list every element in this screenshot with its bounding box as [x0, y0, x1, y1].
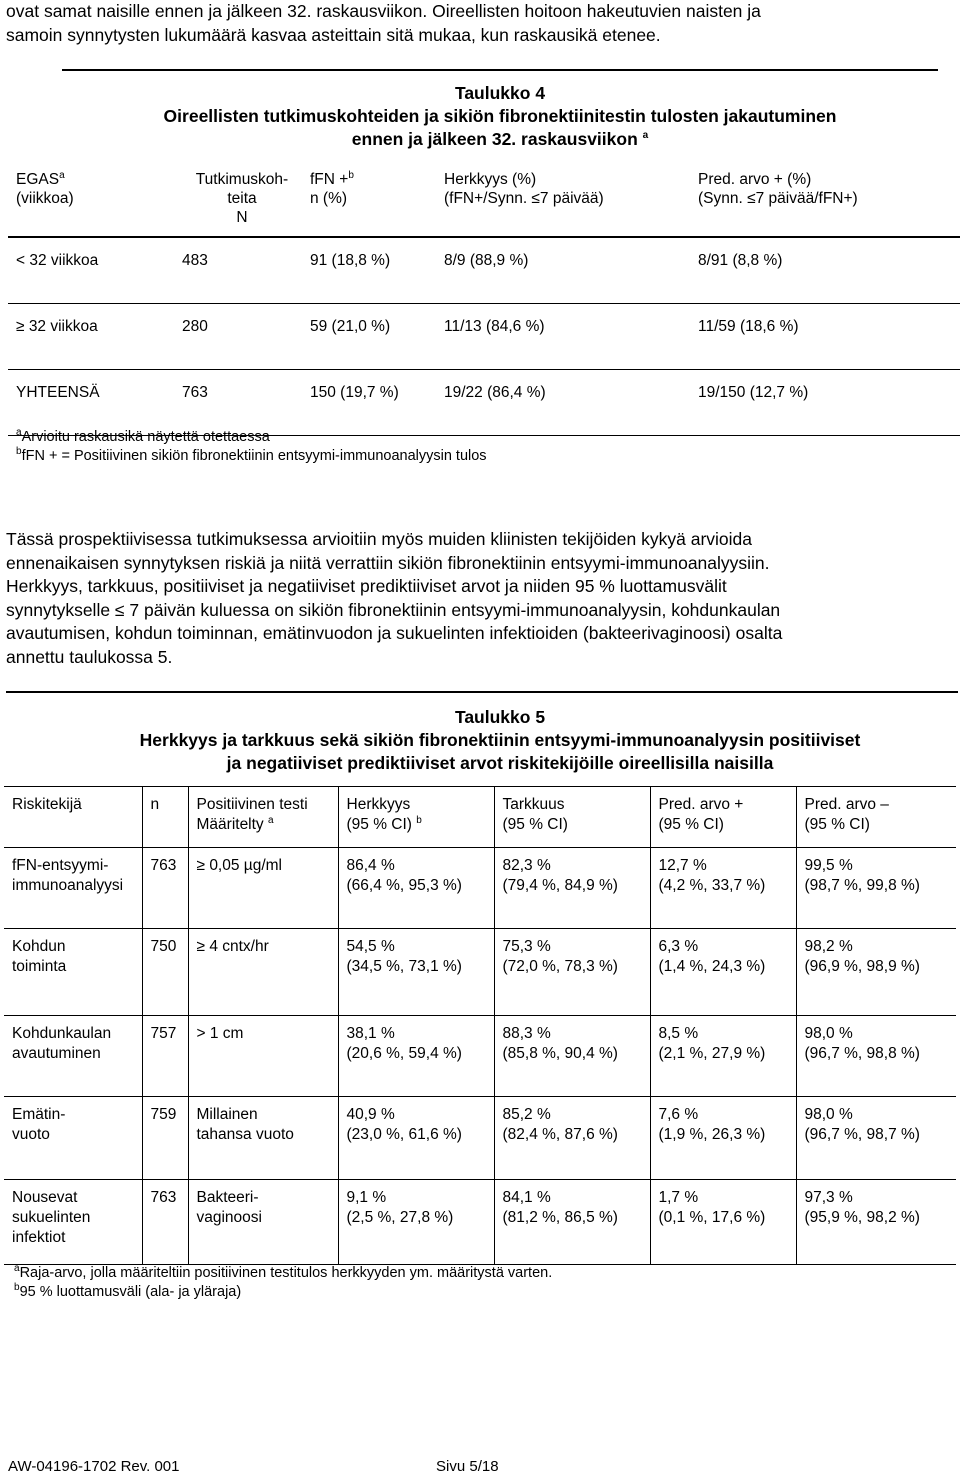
cell-ppv: [650, 1180, 796, 1265]
cell-text: 1,7 %: [658, 1189, 699, 1206]
cell-text: (0,1 %, 17,6 %): [658, 1209, 766, 1226]
footer-doc-id: AW-04196-1702 Rev. 001: [8, 1458, 180, 1475]
header-ppv: [650, 787, 796, 848]
table4-header-row: [8, 164, 960, 237]
intro-line: ovat samat naisille ennen ja jälkeen 32. raskausviikon. Oireellisten hoitoon hakeutuvien naisten ja: [6, 1, 761, 21]
footnote-text: 95 % luottamusväli (ala- ja yläraja): [19, 1284, 242, 1300]
cell-text: (4,2 %, 33,7 %): [658, 877, 766, 894]
table-row: [8, 304, 960, 370]
cell-text: (34,5 %, 73,1 %): [346, 958, 462, 975]
cell-text: (2,5 %, 27,8 %): [346, 1209, 454, 1226]
cell-text: Nousevat: [12, 1189, 78, 1206]
cell-text: 84,1 %: [502, 1189, 551, 1206]
table-row: [4, 1097, 956, 1180]
table5-notes: [14, 1264, 552, 1302]
cell-text: (72,0 %, 78,3 %): [502, 958, 618, 975]
cell-text: 7,6 %: [658, 1106, 699, 1123]
paragraph-line: Herkkyys, tarkkuus, positiiviset ja negatiiviset prediktiiviset arvot ja niiden 95 % luottamusvälit: [6, 576, 727, 596]
header-specificity: [494, 787, 650, 848]
cell-ppv: [650, 1016, 796, 1097]
header-text: Tutkimuskoh-: [195, 171, 289, 188]
cell-npv: [796, 1180, 956, 1265]
cell-specificity: [494, 1180, 650, 1265]
cell-n: 750: [142, 929, 188, 1016]
cell-positive-test: [188, 1097, 338, 1180]
cell-text: (66,4 %, 95,3 %): [346, 877, 462, 894]
cell-text: fFN-entsyymi-: [12, 857, 109, 874]
header-text: N: [236, 209, 248, 226]
cell-ppv: 8/91 (8,8 %): [690, 237, 960, 304]
cell-sensitivity: 11/13 (84,6 %): [436, 304, 690, 370]
header-text: Riskitekijä: [12, 796, 82, 813]
cell-text: (23,0 %, 61,6 %): [346, 1126, 462, 1143]
intro-line: samoin synnytysten lukumäärä kasvaa asteittain sitä mukaa, kun raskausikä etenee.: [6, 24, 661, 45]
cell-specificity: [494, 929, 650, 1016]
footnote-a: [14, 1264, 552, 1283]
cell-text: 12,7 %: [658, 857, 707, 874]
cell-n: 763: [142, 848, 188, 929]
cell-egas: ≥ 32 viikkoa: [8, 304, 174, 370]
cell-text: 82,3 %: [502, 857, 551, 874]
cell-text: immunoanalyysi: [12, 877, 124, 894]
cell-npv: [796, 1016, 956, 1097]
cell-text: 99,5 %: [804, 857, 853, 874]
header-text: Tarkkuus: [502, 796, 565, 813]
paragraph-line: synnytykselle ≤ 7 päivän kuluessa on sikiön fibronektiinin entsyymi-immunoanalyysin, kohdunkaulan: [6, 599, 781, 620]
footnote-marker: b: [416, 814, 422, 826]
header-text: Pred. arvo + (%): [698, 171, 812, 188]
header-text: (95 % CI): [346, 816, 412, 833]
header-text: Herkkyys (%): [444, 171, 537, 188]
cell-text: vuoto: [12, 1126, 50, 1143]
cell-text: 9,1 %: [346, 1189, 387, 1206]
header-ppv: [690, 164, 960, 237]
cell-text: Millainen: [196, 1106, 258, 1123]
table-row: [8, 237, 960, 304]
cell-text: vaginoosi: [196, 1209, 262, 1226]
table4-title: Taulukko 4: [454, 83, 546, 103]
paragraph-line: Tässä prospektiivisessa tutkimuksessa arvioitiin myös muiden kliinisten tekijöiden kykyä arvioida: [6, 529, 752, 549]
cell-ffn: 91 (18,8 %): [302, 237, 436, 304]
cell-text: 97,3 %: [804, 1189, 853, 1206]
header-egas: [8, 164, 174, 237]
cell-egas: YHTEENSÄ: [8, 370, 174, 436]
cell-text: 40,9 %: [346, 1106, 395, 1123]
cell-egas: < 32 viikkoa: [8, 237, 174, 304]
cell-text: infektiot: [12, 1229, 66, 1246]
cell-n: 483: [174, 237, 302, 304]
cell-specificity: [494, 1016, 650, 1097]
cell-text: 85,2 %: [502, 1106, 551, 1123]
cell-positive-test: [188, 848, 338, 929]
cell-text: toiminta: [12, 958, 67, 975]
cell-text: Kohdun: [12, 938, 66, 955]
cell-positive-test: [188, 1016, 338, 1097]
footnote-marker: b: [16, 446, 22, 458]
paragraph-line: ennenaikaisen synnytyksen riskiä ja niitä verrattiin sikiön fibronektiinin entsyymi-immunoanalyysiin.: [6, 552, 770, 573]
cell-text: (81,2 %, 86,5 %): [502, 1209, 618, 1226]
footnote-text: fFN + = Positiivinen sikiön fibronektiinin entsyymi-immunoanalyysin tulos: [21, 448, 487, 464]
header-text: Positiivinen testi: [196, 796, 308, 813]
table4-subtitle-text: ennen ja jälkeen 32. raskausviikon: [351, 129, 638, 149]
paragraph-line: avautumisen, kohdun toiminnan, emätinvuodon ja sukuelinten infektioiden (bakteerivaginoosi) osalta: [6, 623, 783, 643]
header-sensitivity: [436, 164, 690, 237]
cell-text: 98,2 %: [804, 938, 853, 955]
cell-n: 759: [142, 1097, 188, 1180]
cell-text: (85,8 %, 90,4 %): [502, 1045, 618, 1062]
footer-page-number: Sivu 5/18: [436, 1458, 499, 1475]
footnote-marker: a: [16, 427, 22, 439]
cell-text: 75,3 %: [502, 938, 551, 955]
footnote-a: [16, 428, 487, 447]
footnote-marker: b: [348, 169, 354, 181]
header-text: Määritelty: [196, 816, 264, 833]
table5-header-row: [4, 787, 956, 848]
header-text: EGAS: [16, 171, 60, 188]
header-text: n (%): [310, 190, 348, 207]
cell-factor: [4, 1016, 142, 1097]
cell-sensitivity: [338, 848, 494, 929]
table-row: [4, 929, 956, 1016]
cell-npv: [796, 848, 956, 929]
cell-text: (79,4 %, 84,9 %): [502, 877, 618, 894]
cell-text: Kohdunkaulan: [12, 1025, 112, 1042]
table4-caption: [60, 82, 940, 151]
footnote-marker: a: [59, 169, 65, 181]
cell-text: (20,6 %, 59,4 %): [346, 1045, 462, 1062]
cell-text: 98,0 %: [804, 1025, 853, 1042]
cell-ffn: 150 (19,7 %): [302, 370, 436, 436]
cell-text: 38,1 %: [346, 1025, 395, 1042]
footnote-text: Raja-arvo, jolla määriteltiin positiivinen testitulos herkkyyden ym. määritystä varten.: [19, 1265, 553, 1281]
header-ffn: [302, 164, 436, 237]
table5-caption: [60, 706, 940, 775]
header-text: (95 % CI): [658, 816, 724, 833]
cell-text: (96,9 %, 98,9 %): [804, 958, 920, 975]
cell-ppv: [650, 1097, 796, 1180]
header-text: Pred. arvo –: [804, 796, 889, 813]
cell-text: 8,5 %: [658, 1025, 699, 1042]
cell-n: 757: [142, 1016, 188, 1097]
cell-text: 98,0 %: [804, 1106, 853, 1123]
cell-ppv: 19/150 (12,7 %): [690, 370, 960, 436]
cell-sensitivity: [338, 1097, 494, 1180]
cell-text: (95,9 %, 98,2 %): [804, 1209, 920, 1226]
header-text: fFN +: [310, 171, 349, 188]
table5-title: Taulukko 5: [454, 707, 546, 727]
footnote-b: [14, 1283, 552, 1302]
cell-ffn: 59 (21,0 %): [302, 304, 436, 370]
header-subjects: [174, 164, 302, 237]
paragraph-line: annettu taulukossa 5.: [6, 646, 173, 667]
cell-positive-test: [188, 1180, 338, 1265]
cell-sensitivity: [338, 929, 494, 1016]
footnote-b: [16, 447, 487, 466]
intro-text: [6, 0, 956, 47]
header-sensitivity: [338, 787, 494, 848]
cell-text: (96,7 %, 98,8 %): [804, 1045, 920, 1062]
table5: [4, 786, 956, 1265]
cell-sensitivity: [338, 1016, 494, 1097]
header-text: (95 % CI): [804, 816, 870, 833]
cell-text: Emätin-: [12, 1106, 66, 1123]
cell-text: 88,3 %: [502, 1025, 551, 1042]
cell-sensitivity: [338, 1180, 494, 1265]
cell-text: > 1 cm: [196, 1025, 244, 1042]
cell-ppv: [650, 929, 796, 1016]
cell-text: Bakteeri-: [196, 1189, 259, 1206]
table4-notes: [16, 428, 487, 466]
header-text: (95 % CI): [502, 816, 568, 833]
cell-n: 763: [142, 1180, 188, 1265]
table-row: [8, 370, 960, 436]
header-text: (fFN+/Synn. ≤7 päivää): [444, 190, 604, 207]
cell-ppv: 11/59 (18,6 %): [690, 304, 960, 370]
cell-text: (1,4 %, 24,3 %): [658, 958, 766, 975]
cell-npv: [796, 929, 956, 1016]
cell-sensitivity: 19/22 (86,4 %): [436, 370, 690, 436]
table5-subtitle-line: ja negatiiviset prediktiiviset arvot riskitekijöille oireellisilla naisilla: [226, 753, 774, 773]
table4-subtitle-line: Oireellisten tutkimuskohteiden ja sikiön fibronektiinitestin tulosten jakautuminen: [163, 106, 837, 126]
table-row: [4, 1016, 956, 1097]
header-text: (Synn. ≤7 päivää/fFN+): [698, 190, 858, 207]
cell-n: 280: [174, 304, 302, 370]
footnote-marker: a: [14, 1263, 20, 1275]
table4-subtitle-line: [60, 128, 940, 151]
cell-text: (96,7 %, 98,7 %): [804, 1126, 920, 1143]
header-text: teita: [227, 190, 257, 207]
cell-text: (98,7 %, 99,8 %): [804, 877, 920, 894]
cell-text: tahansa vuoto: [196, 1126, 294, 1143]
table4-top-rule: [62, 69, 938, 71]
cell-n: 763: [174, 370, 302, 436]
header-factor: [4, 787, 142, 848]
table-row: [4, 1180, 956, 1265]
header-text: Herkkyys: [346, 796, 411, 813]
cell-text: 86,4 %: [346, 857, 395, 874]
header-text: (viikkoa): [16, 190, 74, 207]
cell-ppv: [650, 848, 796, 929]
body-paragraph: [6, 528, 956, 669]
footnote-marker: a: [268, 814, 274, 826]
header-text: Pred. arvo +: [658, 796, 744, 813]
cell-text: ≥ 4 cntx/hr: [196, 938, 269, 955]
cell-text: (82,4 %, 87,6 %): [502, 1126, 618, 1143]
header-npv: [796, 787, 956, 848]
cell-sensitivity: 8/9 (88,9 %): [436, 237, 690, 304]
footnote-marker: a: [642, 130, 649, 142]
cell-text: (1,9 %, 26,3 %): [658, 1126, 766, 1143]
footnote-marker: b: [14, 1282, 20, 1294]
table5-top-rule: [6, 691, 958, 693]
table5-subtitle-line: Herkkyys ja tarkkuus sekä sikiön fibronektiinin entsyymi-immunoanalyysin positiiviset: [139, 730, 861, 750]
header-positive-test: [188, 787, 338, 848]
cell-text: sukuelinten: [12, 1209, 91, 1226]
cell-factor: [4, 1097, 142, 1180]
cell-factor: [4, 929, 142, 1016]
cell-positive-test: [188, 929, 338, 1016]
cell-factor: [4, 848, 142, 929]
cell-text: avautuminen: [12, 1045, 101, 1062]
footnote-text: Arvioitu raskausikä näytettä otettaessa: [21, 429, 270, 445]
cell-factor: [4, 1180, 142, 1265]
cell-npv: [796, 1097, 956, 1180]
cell-specificity: [494, 848, 650, 929]
cell-text: 54,5 %: [346, 938, 395, 955]
cell-text: 6,3 %: [658, 938, 699, 955]
cell-specificity: [494, 1097, 650, 1180]
header-text: n: [150, 796, 160, 813]
header-n: [142, 787, 188, 848]
cell-text: (2,1 %, 27,9 %): [658, 1045, 766, 1062]
cell-text: ≥ 0,05 µg/ml: [196, 857, 282, 874]
table-row: [4, 848, 956, 929]
